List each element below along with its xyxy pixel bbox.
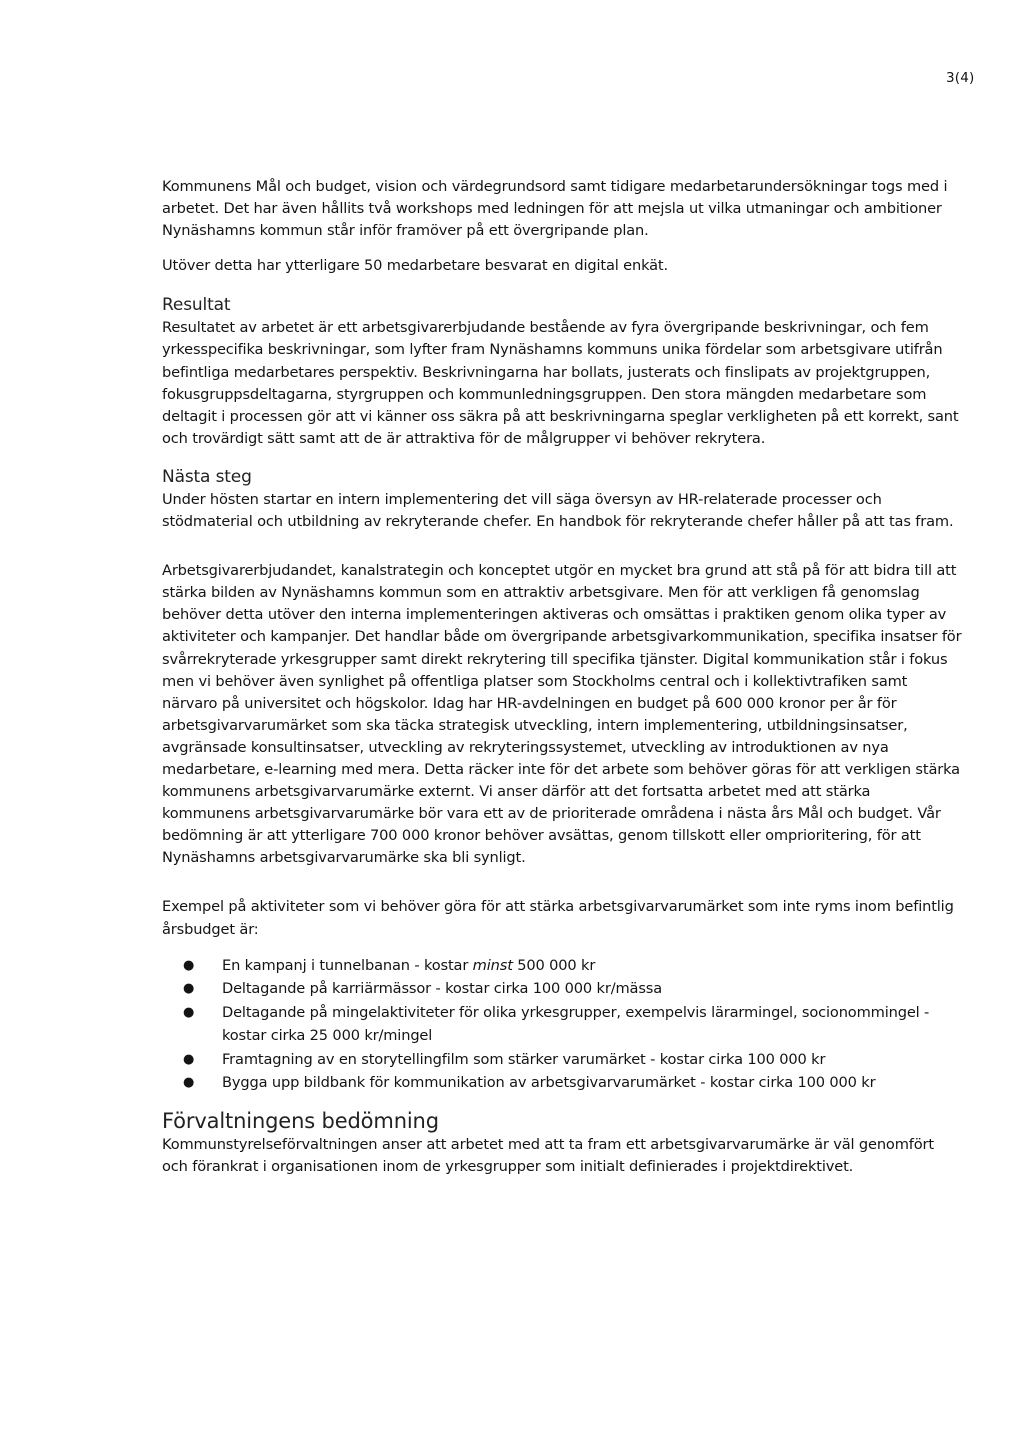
bullet-icon: ● [183, 1051, 195, 1067]
document-body [162, 176, 962, 1178]
examples-intro: Exempel på aktiviteter som vi behöver göra för att stärka arbetsgivarvarumärket som inte ryms inom befintlig årsbudget är: [162, 898, 954, 938]
resultat-paragraph: Resultatet av arbetet är ett arbetsgivarerbjudande bestående av fyra övergripande beskrivningar, och fem yrkesspecifika beskrivningar, som lyfter fram Nynäshamns kommuns unika fördelar som arbetsgivare utifrån befintliga medarbetares perspektiv. Beskrivningarna har bollats, justerats och finslipats av projektgruppen, fokusgruppsdeltagarna, styrgruppen och kommunledningsgruppen. Den stora mängden medarbetare som deltagit i processen gör att vi känner oss säkra på att beskrivningarna speglar verkligheten på ett korrekt, sant och trovärdigt sätt samt att de är attraktiva för de målgrupper vi behöver rekrytera. [162, 319, 959, 447]
list-item-emphasis: minst [472, 956, 513, 974]
nasta-steg-paragraph-2: Arbetsgivarerbjudandet, kanalstrategin och konceptet utgör en mycket bra grund att stå på för att bidra till att stärka bilden av Nynäshamns kommun som en attraktiv arbetsgivare. Men för att verkligen få genomslag behöver detta utöver den interna implementeringen aktiveras och omsättas i praktiken genom olika typer av aktiviteter och kampanjer. Det handlar både om övergripande arbetsgivarkommunikation, specifika insatser för svårrekryterade yrkesgrupper samt direkt rekrytering till specifika tjänster. Digital kommunikation står i fokus men vi behöver även synlighet på offentliga platser som Stockholms central och i kollektivtrafiken samt närvaro på universitet och högskolor. Idag har HR-avdelningen en budget på 600 000 kronor per år för arbetsgivarvarumärket som ska täcka strategisk utveckling, intern implementering, utbildningsinsatser, avgränsade konsultinsatser, utveckling av rekryteringssystemet, utveckling av introduktionen av nya medarbetare, e-learning med mera. Detta räcker inte för det arbete som behöver göras för att verkligen stärka kommunens arbetsgivarvarumärke externt. Vi anser därför att det fortsatta arbetet med att stärka kommunens arbetsgivarvarumärke bör vara ett av de prioriterade områdena i nästa års Mål och budget. Vår bedömning är att ytterligare 700 000 kronor behöver avsättas, genom tillskott eller omprioritering, för att Nynäshamns arbetsgivarvarumärke ska bli synligt. [162, 562, 962, 867]
list-item [162, 1071, 962, 1095]
forvaltningens-bedomning-paragraph: Kommunstyrelseförvaltningen anser att arbetet med att ta fram ett arbetsgivarvarumärke är väl genomfört och förankrat i organisationen inom de yrkesgrupper som initialt definierades i projektdirektivet. [162, 1135, 934, 1175]
section-heading-forvaltningens-bedomning: Förvaltningens bedömning [162, 1108, 439, 1133]
list-item-text: Deltagande på karriärmässor - kostar cirka 100 000 kr/mässa [222, 980, 663, 998]
list-item [162, 954, 962, 978]
list-item-text-end: 500 000 kr [512, 956, 596, 974]
intro-paragraph-2: Utöver detta har ytterligare 50 medarbetare besvarat en digital enkät. [162, 257, 668, 275]
page-number: 3(4) [946, 70, 975, 86]
list-item [162, 1001, 962, 1048]
bullet-icon: ● [183, 1075, 195, 1091]
section-heading-resultat: Resultat [162, 295, 231, 316]
list-item [162, 1048, 962, 1072]
list-item-text: Bygga upp bildbank för kommunikation av arbetsgivarvarumärket - kostar cirka 100 000 kr [222, 1074, 876, 1092]
examples-list [162, 954, 962, 1095]
bullet-icon: ● [183, 957, 195, 973]
bullet-icon: ● [183, 1004, 195, 1020]
bullet-icon: ● [183, 981, 195, 997]
nasta-steg-paragraph-1: Under hösten startar en intern implementering det vill säga översyn av HR-relaterade processer och stödmaterial och utbildning av rekryterande chefer. En handbok för rekryterande chefer håller på att tas fram. [162, 490, 954, 531]
list-item-text: En kampanj i tunnelbanan - kostar [222, 956, 473, 974]
list-item [162, 977, 962, 1001]
list-item-text: Framtagning av en storytellingfilm som stärker varumärket - kostar cirka 100 000 kr [222, 1050, 826, 1068]
intro-paragraph-1: Kommunens Mål och budget, vision och värdegrundsord samt tidigare medarbetarundersökningar togs med i arbetet. Det har även hållits två workshops med ledningen för att mejsla ut vilka utmaningar och ambitioner Nynäshamns kommun står inför framöver på ett övergripande plan. [162, 178, 948, 240]
section-heading-nasta-steg: Nästa steg [162, 466, 252, 487]
list-item-text: Deltagande på mingelaktiviteter för olika yrkesgrupper, exempelvis lärarmingel, socionommingel - kostar cirka 25 000 kr/mingel [222, 1003, 930, 1045]
